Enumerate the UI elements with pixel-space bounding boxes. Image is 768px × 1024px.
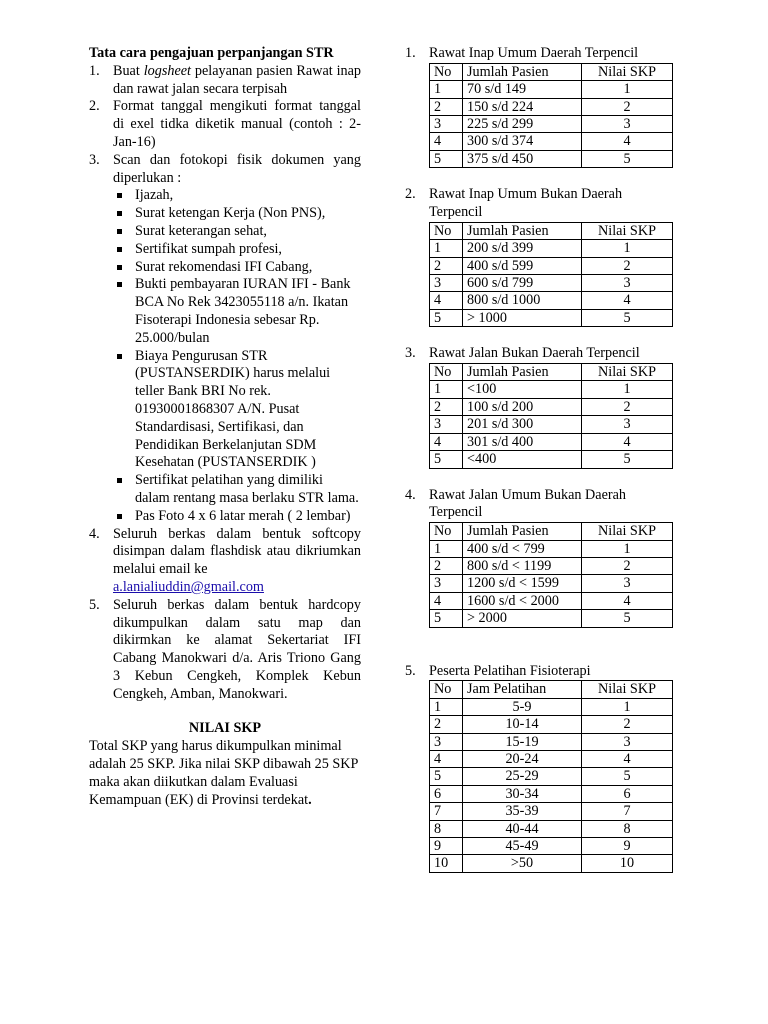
step-4: [89, 526, 361, 597]
step-number: 2.: [89, 98, 100, 115]
table-cell: 1: [430, 698, 463, 715]
table-cell: 6: [582, 785, 673, 802]
table-cell: 35-39: [463, 803, 582, 820]
table-cell: 5: [582, 610, 673, 627]
table-cell: 10: [430, 855, 463, 872]
table-cell: 4: [582, 433, 673, 450]
table-row: [430, 81, 673, 98]
document-item: Surat ketengan Kerja (Non PNS),: [113, 205, 361, 223]
table-row: [430, 698, 673, 715]
table-header-row: [430, 681, 673, 698]
table-header-row: [430, 63, 673, 80]
column-header: No: [430, 523, 463, 540]
table-cell: 4: [430, 292, 463, 309]
table-cell: 2: [582, 98, 673, 115]
section-number: 5.: [405, 662, 416, 679]
table-row: [430, 592, 673, 609]
table-cell: 4: [430, 133, 463, 150]
step-2: [89, 98, 361, 151]
table-cell: 4: [430, 592, 463, 609]
procedure-title: Tata cara pengajuan perpanjangan STR: [89, 45, 334, 61]
table-row: [430, 733, 673, 750]
table-row: [430, 309, 673, 326]
table-cell: 100 s/d 200: [463, 398, 582, 415]
document-item: Biaya Pengurusan STR (PUSTANSERDIK) harus melalui teller Bank BRI No rek. 01930001868307 A/N. Pusat Standardisasi, Sertifikasi, dan Pendidikan Berkelanjutan SDM Kesehatan (PUSTANSERDIK ): [113, 348, 361, 473]
table-cell: 2: [430, 716, 463, 733]
table-cell: 3: [430, 116, 463, 133]
document-item: Surat keterangan sehat,: [113, 223, 361, 241]
table-cell: 2: [430, 398, 463, 415]
table-row: [430, 433, 673, 450]
table-cell: 3: [582, 575, 673, 592]
table-cell: 2: [582, 557, 673, 574]
document-item: Ijazah,: [113, 187, 361, 205]
column-header: No: [430, 681, 463, 698]
table-cell: 10: [582, 855, 673, 872]
table-row: [430, 557, 673, 574]
table-cell: 3: [582, 116, 673, 133]
step-text: pelayanan pasien Rawat inap dan rawat jalan secara terpisah: [113, 62, 362, 97]
table-cell: 45-49: [463, 837, 582, 854]
table-row: [430, 785, 673, 802]
section-number: 4.: [405, 486, 416, 503]
document-item: Surat rekomendasi IFI Cabang,: [113, 259, 361, 277]
table-cell: 8: [582, 820, 673, 837]
column-header: Jumlah Pasien: [463, 523, 582, 540]
table-header-row: [430, 222, 673, 239]
column-header: No: [430, 63, 463, 80]
skp-section-4: [405, 487, 680, 628]
table-cell: 400 s/d < 799: [463, 540, 582, 557]
table-row: [430, 381, 673, 398]
section-title: Peserta Pelatihan Fisioterapi: [429, 662, 591, 679]
table-cell: 201 s/d 300: [463, 416, 582, 433]
table-cell: 1: [430, 381, 463, 398]
table-row: [430, 150, 673, 167]
step-text: Buat: [113, 62, 144, 79]
table-row: [430, 98, 673, 115]
skp-table: [429, 363, 673, 468]
table-cell: 1: [430, 81, 463, 98]
document-item: Bukti pembayaran IURAN IFI - Bank BCA No Rek 3423055118 a/n. Ikatan Fisoterapi Indonesia sebesar Rp. 25.000/bulan: [113, 276, 361, 347]
table-row: [430, 750, 673, 767]
column-header: Nilai SKP: [582, 523, 673, 540]
table-cell: 4: [582, 592, 673, 609]
skp-table: [429, 63, 673, 168]
step-number: 1.: [89, 62, 100, 79]
bullet-square-icon: [117, 211, 122, 216]
section-title: Rawat Jalan Umum Bukan Daerah Terpencil: [429, 486, 626, 521]
table-cell: 6: [430, 785, 463, 802]
bullet-square-icon: [117, 229, 122, 234]
table-cell: 5: [430, 451, 463, 468]
table-row: [430, 837, 673, 854]
bullet-square-icon: [117, 354, 122, 359]
table-row: [430, 240, 673, 257]
table-cell: 70 s/d 149: [463, 81, 582, 98]
table-cell: 2: [582, 398, 673, 415]
table-cell: 2: [582, 257, 673, 274]
table-row: [430, 292, 673, 309]
table-cell: 4: [582, 292, 673, 309]
column-header: Jam Pelatihan: [463, 681, 582, 698]
column-header: No: [430, 364, 463, 381]
table-row: [430, 398, 673, 415]
table-cell: 2: [430, 98, 463, 115]
table-cell: 375 s/d 450: [463, 150, 582, 167]
table-cell: 4: [430, 750, 463, 767]
section-heading: [405, 186, 649, 222]
table-cell: 400 s/d 599: [463, 257, 582, 274]
table-row: [430, 451, 673, 468]
table-cell: 25-29: [463, 768, 582, 785]
skp-table: [429, 522, 673, 627]
table-cell: >50: [463, 855, 582, 872]
section-heading: [405, 487, 649, 523]
step-emphasis: logsheet: [143, 62, 191, 79]
table-row: [430, 768, 673, 785]
skp-section-1: [405, 45, 680, 168]
skp-section-2: [405, 186, 680, 327]
table-cell: 15-19: [463, 733, 582, 750]
section-title: Rawat Inap Umum Daerah Terpencil: [429, 45, 639, 61]
table-cell: <100: [463, 381, 582, 398]
table-cell: 1600 s/d < 2000: [463, 592, 582, 609]
table-cell: 1: [582, 698, 673, 715]
procedure-steps: [89, 63, 361, 704]
email-link[interactable]: a.lanialiuddin@gmail.com: [113, 578, 264, 595]
table-cell: 5: [582, 768, 673, 785]
section-heading: [405, 663, 680, 681]
section-heading: [405, 45, 680, 63]
table-cell: 1: [430, 240, 463, 257]
column-header: Nilai SKP: [582, 222, 673, 239]
column-header: Nilai SKP: [582, 364, 673, 381]
table-cell: 5: [430, 309, 463, 326]
step-number: 5.: [89, 596, 100, 613]
table-cell: 3: [582, 416, 673, 433]
step-text: Format tanggal mengikuti format tanggal di exel tidka diketik manual (contoh : 2-Jan-16): [113, 98, 361, 150]
table-cell: 3: [430, 416, 463, 433]
table-cell: 4: [430, 433, 463, 450]
bullet-square-icon: [117, 514, 122, 519]
table-cell: 1: [582, 381, 673, 398]
table-header-row: [430, 523, 673, 540]
table-cell: 300 s/d 374: [463, 133, 582, 150]
table-row: [430, 257, 673, 274]
table-cell: 10-14: [463, 716, 582, 733]
table-row: [430, 116, 673, 133]
table-row: [430, 820, 673, 837]
table-cell: 3: [430, 275, 463, 292]
table-cell: 9: [430, 837, 463, 854]
table-cell: 600 s/d 799: [463, 275, 582, 292]
table-cell: 30-34: [463, 785, 582, 802]
table-cell: > 2000: [463, 610, 582, 627]
column-header: Nilai SKP: [582, 681, 673, 698]
table-row: [430, 133, 673, 150]
table-cell: 200 s/d 399: [463, 240, 582, 257]
right-column: [405, 45, 680, 873]
table-cell: 2: [582, 716, 673, 733]
table-cell: 5: [582, 451, 673, 468]
table-cell: 1: [582, 540, 673, 557]
table-cell: <400: [463, 451, 582, 468]
table-cell: 800 s/d 1000: [463, 292, 582, 309]
table-cell: 5: [430, 610, 463, 627]
table-cell: 301 s/d 400: [463, 433, 582, 450]
skp-table: [429, 680, 673, 872]
table-cell: 5: [430, 768, 463, 785]
table-header-row: [430, 364, 673, 381]
table-cell: 4: [582, 133, 673, 150]
bullet-square-icon: [117, 193, 122, 198]
nilai-skp-heading: NILAI SKP: [188, 720, 262, 737]
table-row: [430, 855, 673, 872]
skp-tables: [405, 45, 680, 873]
table-cell: 3: [582, 275, 673, 292]
document-item: Sertifikat sumpah profesi,: [113, 241, 361, 259]
section-number: 2.: [405, 186, 416, 203]
table-row: [430, 275, 673, 292]
step-number: 3.: [89, 151, 100, 168]
table-cell: 2: [430, 257, 463, 274]
table-cell: 1: [430, 540, 463, 557]
table-cell: 20-24: [463, 750, 582, 767]
step-text: Seluruh berkas dalam bentuk hardcopy dikumpulkan dalam satu map dan dikirmkan ke alamat Sekertariat IFI Cabang Manokwari d/a. Aris Triono Gang 3 Kebun Cengkeh, Komplek Kebun Cengkeh, Amban, Manokwari.: [113, 596, 361, 702]
column-header: Jumlah Pasien: [463, 63, 582, 80]
table-cell: 150 s/d 224: [463, 98, 582, 115]
document-item: Sertifikat pelatihan yang dimiliki dalam rentang masa berlaku STR lama.: [113, 472, 361, 508]
table-cell: 8: [430, 820, 463, 837]
table-row: [430, 540, 673, 557]
column-header: Jumlah Pasien: [463, 364, 582, 381]
table-cell: 5-9: [463, 698, 582, 715]
column-header: Nilai SKP: [582, 63, 673, 80]
section-title: Rawat Inap Umum Bukan Daerah Terpencil: [429, 186, 623, 221]
table-cell: 5: [430, 150, 463, 167]
table-cell: 225 s/d 299: [463, 116, 582, 133]
table-cell: 2: [430, 557, 463, 574]
table-cell: 1200 s/d < 1599: [463, 575, 582, 592]
table-cell: 1: [582, 240, 673, 257]
step-text: Scan dan fotokopi fisik dokumen yang diperlukan :: [113, 151, 361, 186]
table-row: [430, 803, 673, 820]
table-cell: > 1000: [463, 309, 582, 326]
table-cell: 5: [582, 309, 673, 326]
table-cell: 40-44: [463, 820, 582, 837]
table-cell: 7: [582, 803, 673, 820]
table-row: [430, 610, 673, 627]
column-header: No: [430, 222, 463, 239]
document-item: Pas Foto 4 x 6 latar merah ( 2 lembar): [113, 508, 361, 526]
column-header: Jumlah Pasien: [463, 222, 582, 239]
step-text: Seluruh berkas dalam bentuk softcopy disimpan dalam flashdisk atau dikriumkan melalui email ke: [113, 525, 361, 578]
step-3: [89, 152, 361, 526]
table-cell: 3: [430, 575, 463, 592]
bullet-square-icon: [117, 478, 122, 483]
section-number: 3.: [405, 345, 416, 362]
skp-section-3: [405, 345, 680, 468]
bullet-square-icon: [117, 282, 122, 287]
step-5: [89, 597, 361, 704]
table-cell: 4: [582, 750, 673, 767]
table-row: [430, 716, 673, 733]
left-column: [89, 45, 361, 809]
table-cell: 5: [582, 150, 673, 167]
table-cell: 800 s/d < 1199: [463, 557, 582, 574]
section-heading: [405, 345, 680, 363]
step-number: 4.: [89, 525, 100, 542]
skp-table: [429, 222, 673, 327]
document-list: [113, 187, 361, 525]
skp-section-5: [405, 663, 680, 873]
section-title: Rawat Jalan Bukan Daerah Terpencil: [429, 345, 640, 362]
step-1: [89, 63, 361, 99]
table-cell: 7: [430, 803, 463, 820]
section-number: 1.: [405, 45, 416, 61]
table-cell: 3: [430, 733, 463, 750]
bullet-square-icon: [117, 265, 122, 270]
bullet-square-icon: [117, 247, 122, 252]
table-row: [430, 575, 673, 592]
table-cell: 3: [582, 733, 673, 750]
table-cell: 1: [582, 81, 673, 98]
table-cell: 9: [582, 837, 673, 854]
nilai-skp-paragraph: Total SKP yang harus dikumpulkan minimal adalah 25 SKP. Jika nilai SKP dibawah 25 SKP maka akan diikutkan dalam Evaluasi Kemampuan (EK) di Provinsi terdekat.: [89, 738, 358, 808]
table-row: [430, 416, 673, 433]
